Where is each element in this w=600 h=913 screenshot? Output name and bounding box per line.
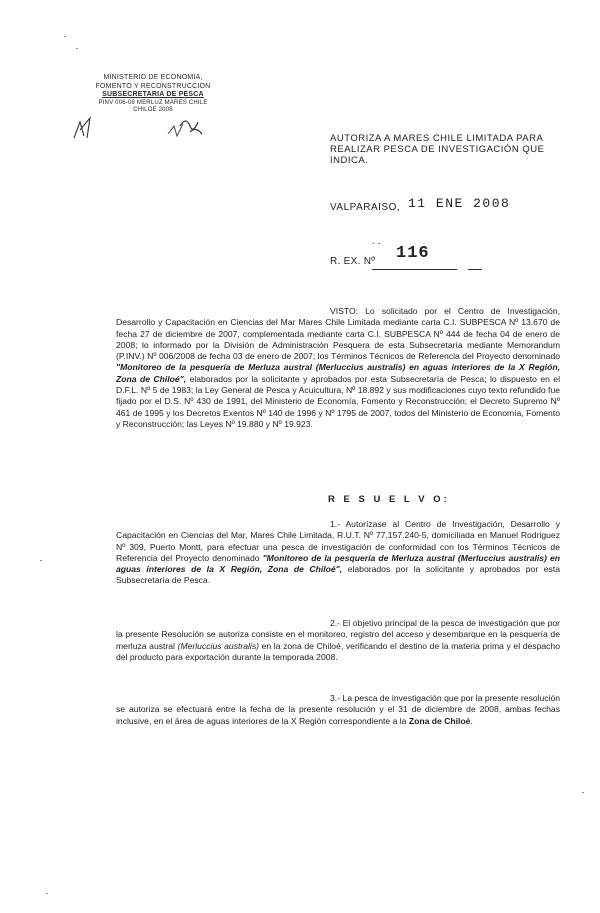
initials-signature (60, 108, 220, 148)
item-1-text-b: elaborados por la solicitante y aprobados por esta Subsecretaría de Pesca. (116, 564, 560, 586)
letterhead-subsecretaria: SUBSECRETARIA DE PESCA (102, 91, 204, 98)
scan-speck (76, 48, 78, 49)
resolution-title: AUTORIZA A MARES CHILE LIMITADA PARA REALIZAR PESCA DE INVESTIGACIÓN QUE INDICA. (330, 133, 545, 166)
stamped-date: 11 ENE 2008 (408, 196, 511, 211)
item-1-project: "Monitoreo de la pesquería de Merluza austral (Merluccius australis) en aguas interiores de la X Región, Zona de Chiloé", (116, 552, 561, 575)
item-1-text-a: 1.- Autorízase al Centro de Investigación, Desarrollo y Capacitación en Ciencias del Mar, Mares Chile Limitada, R.U.T. Nº 77.157.240-5, domiciliada en Manuel Rodriguez Nº 309, Puerto Montt, para efectuar una pesca de investigación de conformidad con los Términos Técnicos de Referencia del Proyecto denominado (116, 519, 560, 563)
scan-speck (46, 893, 48, 894)
resolution-item-2 (116, 618, 560, 663)
item-2-text-b: en la zona de Chiloé, verificando el destino de la materia prima y el despacho del producto para exportación durante la temporada 2008. (116, 640, 560, 662)
resolution-number (330, 244, 430, 267)
rex-underline (372, 269, 457, 270)
scan-speck (582, 792, 584, 793)
resolution-item-3 (116, 693, 560, 727)
visto-text-2: elaborados por la solicitante y aprobados por esta Subsecretaría de Pesca; lo dispuesto en el D.F.L. Nº 5 de 1983; la Ley General de Pesca y Acuicultura, Nº 18.892 y sus modificaciones cuyo texto refundido fue fijado por el D.S. Nº 430 de 1991, del Ministerio de Economía, Fomento y Reconstrucción; el Decreto Supremo Nº 461 de 1995 y los Decretos Exentos Nº 140 de 1996 y Nº 1795 de 2007, todos del Ministerio de Economía, Fomento y Reconstrucción; las Leyes Nº 19.880 y Nº 19.923. (116, 373, 560, 429)
item-2-species: (Merluccius australis) (177, 640, 259, 651)
resuelvo-heading: R E S U E L V O: (328, 494, 450, 505)
visto-lead: VISTO: (330, 306, 359, 316)
letterhead-reference-2: CHILOE 2008 (133, 107, 173, 113)
letterhead-ministry: MINISTERIO DE ECONOMIA, (103, 74, 203, 81)
item-3-text-b: . (470, 715, 473, 726)
scan-speck (64, 36, 66, 37)
place: VALPARAISO, (330, 202, 401, 213)
visto-paragraph (116, 306, 560, 430)
item-2-text-a: 2.- El objetivo principal de la pesca de investigación que por la presente Resolución se autoriza consiste en el monitoreo, registro del acceso y desembarque en la pesquería de merluza austral (116, 618, 560, 651)
scan-speck (40, 560, 42, 561)
item-3-text-a: 3.- La pesca de investigación que por la presente resolución se autoriza se efectuará entre la fecha de la presente resolución y el 31 de diciembre de 2008, ambas fechas inclusive, en el área de aguas interiores de la X Región correspondiente a la (116, 693, 560, 726)
item-3-zone: Zona de Chiloé (408, 715, 471, 726)
letterhead-ministry-2: FOMENTO Y RECONSTRUCCION (95, 82, 211, 90)
rex-underline-2 (468, 269, 482, 270)
letterhead-reference: PINV 006-08 MERLUZ MARES CHILE (98, 99, 208, 106)
place-date (330, 196, 511, 213)
rex-number: 116 (396, 244, 430, 263)
visto-project-name: "Monitoreo de la pesquería de Merluza austral (Merluccius australis) en aguas interiores de la X Región, Zona de Chiloé", (116, 362, 560, 384)
visto-text-1: Lo solicitado por el Centro de Investigación, Desarrollo y Capacitación en Ciencias del Mar Mares Chile Limitada mediante carta C.I. SUBPESCA Nº 13.670 de fecha 27 de diciembre de 2007, complementada mediante carta C.I. SUBPESCA Nº 444 de fecha 04 de enero de 2008; lo informado por la División de Administración Pesquera de esta Subsecretaría mediante Memorandum (P.INV.) Nº 006/2008 de fecha 03 de enero de 2007; los Términos Técnicos de Referencia del Proyecto denominado (116, 306, 560, 362)
resolution-item-1 (116, 519, 560, 587)
rex-label: R. EX. Nº (330, 256, 376, 267)
decorative-mark: - - (372, 238, 381, 248)
